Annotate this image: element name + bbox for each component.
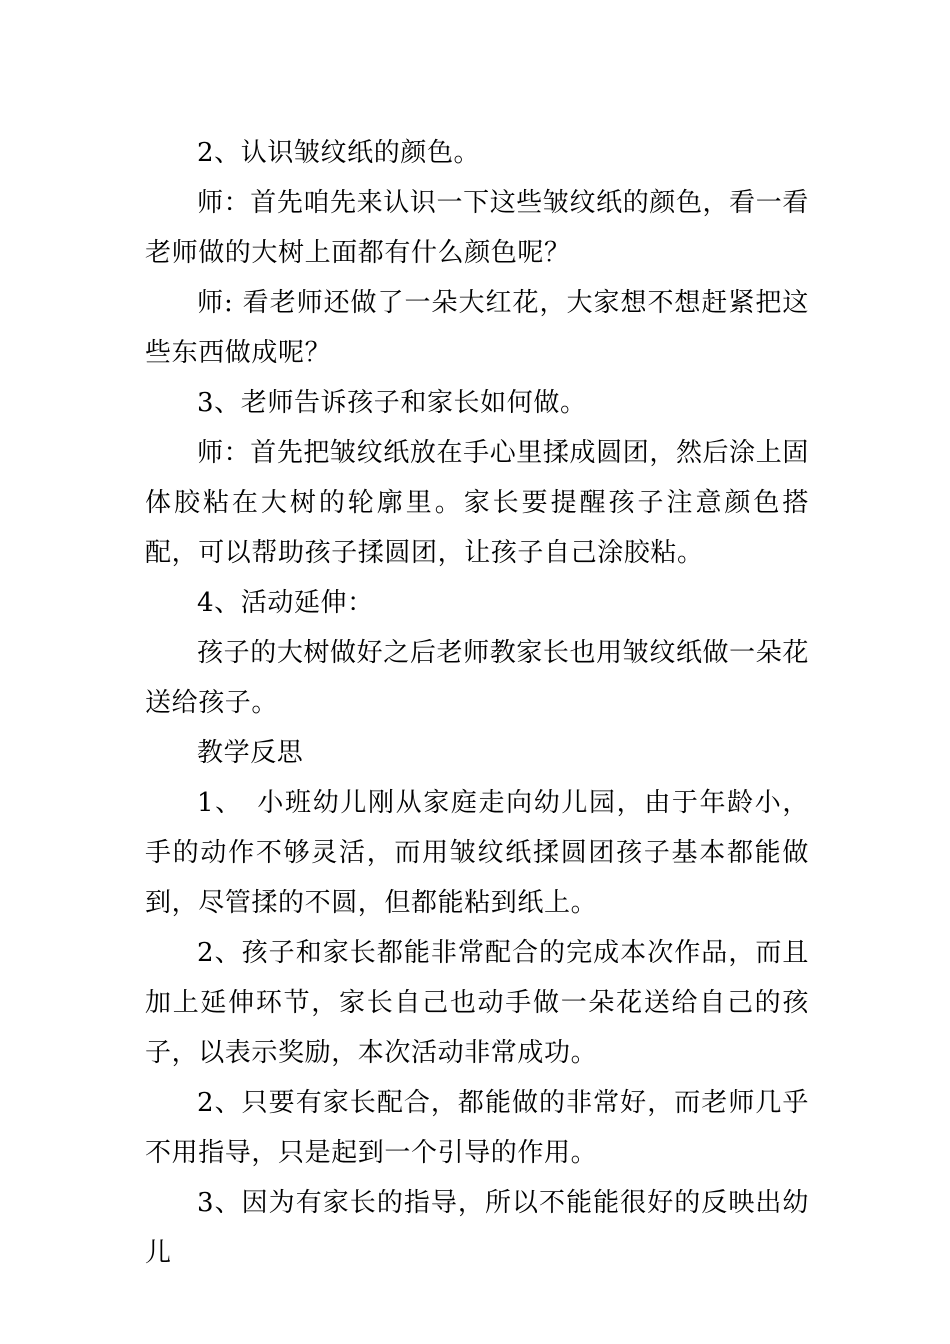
paragraph-teacher-red-flower: 师: 看老师还做了一朵大红花，大家想不想赶紧把这些东西做成呢？ <box>145 288 809 368</box>
paragraph-teacher-colors: 师：首先咱先来认识一下这些皱纹纸的颜色，看一看老师做的大树上面都有什么颜色呢？ <box>145 188 809 268</box>
paragraph-extension: 孩子的大树做好之后老师教家长也用皱纹纸做一朵花送给孩子。 <box>145 638 809 718</box>
paragraph-reflection-3: 3、因为有家长的指导，所以不能能很好的反映出幼儿 <box>145 1188 809 1268</box>
paragraph-reflection-1: 1、 小班幼儿刚从家庭走向幼儿园，由于年龄小，手的动作不够灵活，而用皱纹纸揉圆团孩子基本都能做到，尽管揉的不圆，但都能粘到纸上。 <box>145 788 809 918</box>
document-body <box>145 128 809 1278</box>
paragraph-step-4-heading: 4、活动延伸： <box>197 588 374 618</box>
paragraph-step-2-heading: 2、认识皱纹纸的颜色。 <box>197 138 481 168</box>
paragraph-reflection-2b: 2、只要有家长配合，都能做的非常好，而老师几乎不用指导，只是起到一个引导的作用。 <box>145 1088 809 1168</box>
paragraph-step-3-heading: 3、老师告诉孩子和家长如何做。 <box>197 388 587 418</box>
paragraph-reflection-2: 2、孩子和家长都能非常配合的完成本次作品，而且加上延伸环节，家长自己也动手做一朵花送给自己的孩子，以表示奖励，本次活动非常成功。 <box>145 938 809 1068</box>
section-heading-reflection: 教学反思 <box>197 738 304 768</box>
paragraph-teacher-instructions: 师：首先把皱纹纸放在手心里揉成圆团，然后涂上固体胶粘在大树的轮廓里。家长要提醒孩子注意颜色搭配，可以帮助孩子揉圆团，让孩子自己涂胶粘。 <box>145 438 809 568</box>
